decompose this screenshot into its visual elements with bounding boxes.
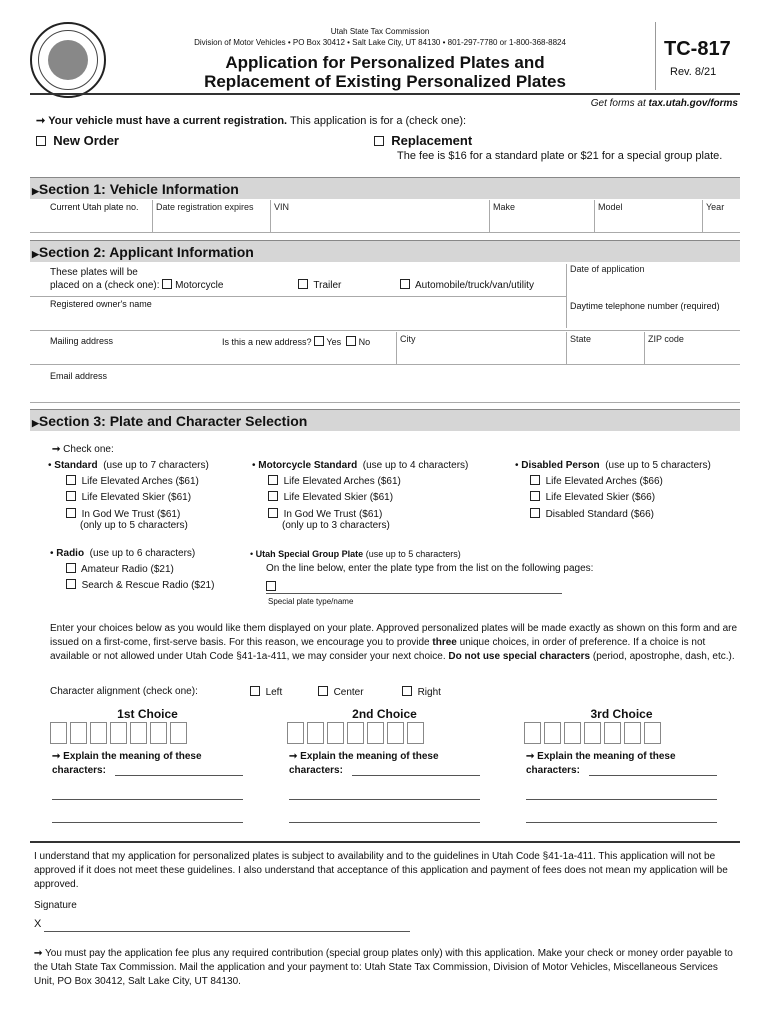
- registration-note: ➞ Your vehicle must have a current registration. This application is for a (check one):: [36, 115, 467, 127]
- special-group-heading: • Utah Special Group Plate (use up to 5 characters): [250, 549, 461, 559]
- form-number: TC-817: [664, 38, 731, 60]
- replacement-checkbox[interactable]: [374, 136, 384, 146]
- field-owner-name[interactable]: Registered owner's name: [50, 299, 152, 309]
- state-seal-logo: [30, 22, 106, 98]
- signature-line[interactable]: [44, 931, 410, 932]
- alignment-label: Character alignment (check one):: [50, 686, 198, 697]
- choice-3-explain-line[interactable]: [589, 775, 717, 776]
- special-plate-type-line[interactable]: [266, 593, 562, 594]
- form-revision: Rev. 8/21: [670, 66, 717, 78]
- choice-1-explain-line-2[interactable]: [52, 799, 243, 800]
- align-left-option[interactable]: Left: [250, 686, 282, 698]
- divider: [30, 330, 740, 331]
- new-address-yes-checkbox[interactable]: [314, 336, 324, 346]
- choice-1-title: 1st Choice: [117, 707, 178, 721]
- section3-header: ▶Section 3: Plate and Character Selection: [30, 409, 740, 431]
- align-center-option[interactable]: Center: [318, 686, 364, 698]
- check-one-label: ➞ Check one:: [52, 444, 114, 455]
- signature-label: Signature: [34, 900, 77, 911]
- form-number-block: [655, 22, 745, 90]
- new-address-no-checkbox[interactable]: [346, 336, 356, 346]
- align-right-option[interactable]: Right: [402, 686, 441, 698]
- moto-option-3[interactable]: In God We Trust ($61): [268, 508, 382, 520]
- standard-option-2[interactable]: Life Elevated Skier ($61): [66, 491, 191, 503]
- forms-url-link[interactable]: tax.utah.gov/forms: [648, 98, 738, 109]
- fee-note: The fee is $16 for a standard plate or $21 for a special group plate.: [397, 150, 723, 162]
- field-date-of-application[interactable]: Date of application: [566, 264, 648, 328]
- field-phone[interactable]: Daytime telephone number (required): [570, 301, 720, 311]
- new-address-question: Is this a new address? Yes No: [222, 337, 371, 347]
- choice-3-title: 3rd Choice: [590, 707, 653, 721]
- signature-x: X: [34, 918, 42, 930]
- placed-on-label-1: These plates will be: [50, 267, 138, 278]
- agency-name: Utah State Tax Commission: [330, 27, 430, 36]
- choice-2-explain-line-3[interactable]: [289, 822, 480, 823]
- choices-instructions: Enter your choices below as you would like them displayed on your plate. Approved personalized plates will be made exactly as shown on this form and are issued on a first-come, first-serve basis. For this reason, we encourage you to provide three unique choices, in order of preference. If a choice is not available or not allowed under Utah Code §41-1a-411, we may consider your next choice. Do not use special characters (period, apostrophe, dash, etc.).: [50, 623, 738, 662]
- choice-2-explain-line[interactable]: [352, 775, 480, 776]
- standard-heading: • Standard (use up to 7 characters): [48, 460, 209, 471]
- motorcycle-heading: • Motorcycle Standard (use up to 4 characters): [252, 460, 469, 471]
- choice-3-explain-line-3[interactable]: [526, 822, 717, 823]
- disabled-option-3[interactable]: Disabled Standard ($66): [530, 508, 654, 520]
- agency-address: Division of Motor Vehicles • PO Box 30412 • Salt Lake City, UT 84130 • 801-297-7780 or 1-800-368-8824: [194, 38, 566, 47]
- field-mailing-address[interactable]: Mailing address: [50, 336, 114, 346]
- field-zip[interactable]: ZIP code: [644, 332, 687, 364]
- disabled-heading: • Disabled Person (use up to 5 characters): [515, 460, 711, 471]
- auto-option[interactable]: Automobile/truck/van/utility: [400, 279, 534, 291]
- field-vin[interactable]: VIN: [270, 200, 292, 232]
- choice-2-explain: ➞ Explain the meaning of these characters:: [289, 751, 439, 776]
- choice-2-title: 2nd Choice: [352, 707, 417, 721]
- field-state[interactable]: State: [566, 332, 594, 364]
- field-plate-no[interactable]: Current Utah plate no.: [50, 202, 139, 212]
- radio-option-2[interactable]: Search & Rescue Radio ($21): [66, 579, 214, 591]
- section1-header: ▶Section 1: Vehicle Information: [30, 177, 740, 199]
- choice-3-boxes[interactable]: [524, 722, 664, 749]
- field-model[interactable]: Model: [594, 200, 626, 232]
- moto-sub-note: (only up to 3 characters): [282, 520, 390, 531]
- field-email[interactable]: Email address: [50, 371, 108, 381]
- choice-1-explain: ➞ Explain the meaning of these characters:: [52, 751, 202, 776]
- placed-on-label-2: placed on a (check one): Motorcycle: [50, 280, 224, 291]
- choice-2-boxes[interactable]: [287, 722, 427, 749]
- choice-3-explain-line-2[interactable]: [526, 799, 717, 800]
- standard-option-3[interactable]: In God We Trust ($61): [66, 508, 180, 520]
- divider: [30, 232, 740, 233]
- divider: [30, 402, 740, 403]
- get-forms-note: Get forms at tax.utah.gov/forms: [590, 98, 738, 109]
- replacement-option[interactable]: Replacement: [374, 133, 472, 148]
- choice-1-explain-line[interactable]: [115, 775, 243, 776]
- trailer-option[interactable]: Trailer: [298, 279, 341, 291]
- radio-heading: • Radio (use up to 6 characters): [50, 548, 196, 559]
- new-order-checkbox[interactable]: [36, 136, 46, 146]
- moto-option-2[interactable]: Life Elevated Skier ($61): [268, 491, 393, 503]
- choice-2-explain-line-2[interactable]: [289, 799, 480, 800]
- disabled-option-2[interactable]: Life Elevated Skier ($66): [530, 491, 655, 503]
- motorcycle-label: Motorcycle: [175, 280, 224, 291]
- divider: [30, 296, 566, 297]
- choice-1-boxes[interactable]: [50, 722, 190, 749]
- agreement-text: I understand that my application for personalized plates is subject to availability and to the guidelines in Utah Code §41-1a-411. This application will not be approved if it does not meet these guidelines. I also understand that acceptance of this application and payment of fees does not mean my application will be approved.: [34, 851, 728, 890]
- disabled-option-1[interactable]: Life Elevated Arches ($66): [530, 475, 663, 487]
- field-city[interactable]: City: [396, 332, 419, 364]
- motorcycle-checkbox[interactable]: [162, 279, 172, 289]
- header-divider: [30, 93, 740, 95]
- field-make[interactable]: Make: [489, 200, 518, 232]
- divider: [30, 364, 740, 365]
- form-title-line1: Application for Personalized Plates and: [225, 53, 545, 72]
- auto-checkbox[interactable]: [400, 279, 410, 289]
- payment-instructions: ➞ You must pay the application fee plus any required contribution (special group plates only) with this application. Make your check or money order payable to the Utah State Tax Commission. Mail the application and your payment to: Utah State Tax Commission, Division of Motor Vehicles, Miscellaneous Services Unit, PO Box 30412, Salt Lake City, UT 84130.: [34, 948, 733, 987]
- choice-1-explain-line-3[interactable]: [52, 822, 243, 823]
- radio-option-1[interactable]: Amateur Radio ($21): [66, 563, 174, 575]
- moto-option-1[interactable]: Life Elevated Arches ($61): [268, 475, 401, 487]
- field-reg-expires[interactable]: Date registration expires: [152, 200, 257, 232]
- field-year[interactable]: Year: [702, 200, 727, 232]
- standard-sub-note: (only up to 5 characters): [80, 520, 188, 531]
- standard-option-1[interactable]: Life Elevated Arches ($61): [66, 475, 199, 487]
- section2-header: ▶Section 2: Applicant Information: [30, 240, 740, 262]
- new-order-option[interactable]: New Order: [36, 133, 119, 148]
- special-plate-caption: Special plate type/name: [268, 597, 354, 606]
- footer-divider: [30, 841, 740, 843]
- special-group-instructions: On the line below, enter the plate type from the list on the following pages:: [266, 563, 594, 574]
- trailer-checkbox[interactable]: [298, 279, 308, 289]
- choice-3-explain: ➞ Explain the meaning of these characters:: [526, 751, 676, 776]
- form-title-line2: Replacement of Existing Personalized Plates: [204, 72, 566, 91]
